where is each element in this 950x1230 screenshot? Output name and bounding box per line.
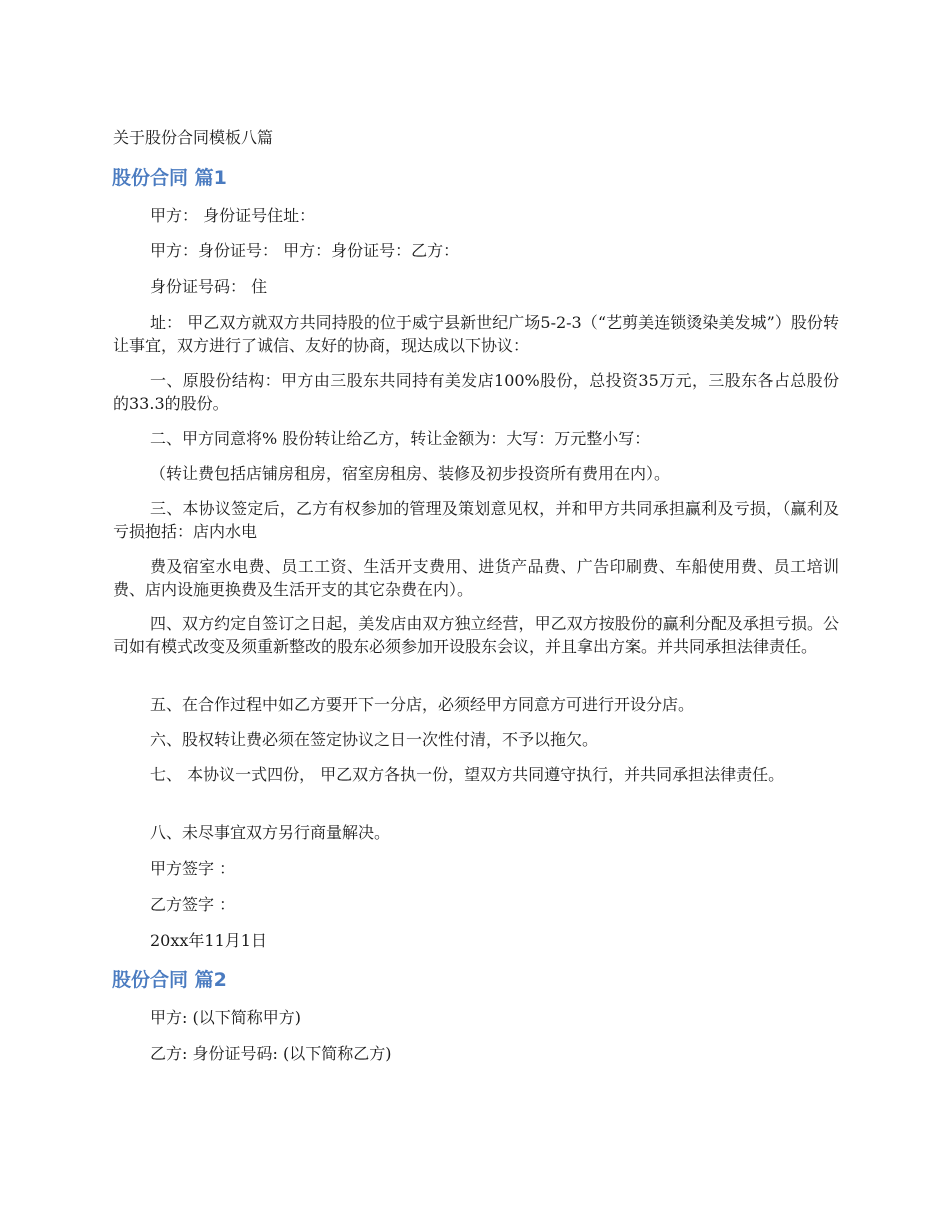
paragraph: 甲方： 身份证号住址：	[150, 206, 316, 225]
paragraph: 费及宿室水电费、员工工资、生活开支费用、进货产品费、广告印刷费、车船使用费、员工培训费、店内设施更换费及生活开支的其它杂费在内）。	[113, 557, 839, 599]
paragraph: 四、双方约定自签订之日起，美发店由双方独立经营，甲乙双方按股份的赢利分配及承担亏损。公司如有模式改变及须重新整改的股东必须参加开设股东会议，并且拿出方案。并共同承担法律责任。	[113, 614, 839, 656]
paragraph: 八、未尽事宜双方另行商量解决。	[150, 823, 391, 842]
paragraph: 甲方：身份证号： 甲方：身份证号：乙方：	[150, 241, 460, 260]
paragraph: 五、在合作过程中如乙方要开下一分店，必须经甲方同意方可进行开设分店。	[150, 695, 695, 714]
paragraph: 乙方: 身份证号码: (以下简称乙方)	[150, 1044, 392, 1063]
paragraph: 甲方: (以下简称甲方)	[150, 1008, 301, 1027]
signature-line-party-a: 甲方签字 ：	[150, 859, 236, 878]
paragraph: 三、本协议签定后，乙方有权参加的管理及策划意见权，并和甲方共同承担赢利及亏损，（赢利及亏损抱括：店内水电	[113, 499, 839, 541]
paragraph: （转让费包括店铺房租房，宿室房租房、装修及初步投资所有费用在内）。	[150, 464, 671, 483]
paragraph: 一、原股份结构：甲方由三股东共同持有美发店100%股份，总投资35万元，三股东各占总股份的33.3的股份。	[113, 371, 839, 413]
section-heading-1: 股份合同 篇1	[112, 167, 227, 189]
paragraph: 身份证号码： 住	[150, 277, 268, 296]
paragraph: 六、股权转让费必须在签定协议之日一次性付清，不予以拖欠。	[150, 730, 599, 749]
paragraph: 址： 甲乙双方就双方共同持股的位于威宁县新世纪广场5-2-3（“艺剪美连锁烫染美发城”）股份转让事宜，双方进行了诚信、友好的协商，现达成以下协议：	[113, 313, 839, 355]
paragraph: 二、甲方同意将% 股份转让给乙方，转让金额为：大写：万元整小写：	[150, 429, 651, 448]
document-title: 关于股份合同模板八篇	[113, 128, 274, 147]
paragraph: 七、 本协议一式四份， 甲乙双方各执一份，望双方共同遵守执行，并共同承担法律责任。	[150, 765, 785, 784]
signature-line-party-b: 乙方签字 ：	[150, 895, 236, 914]
date-line: 20xx年11月1日	[150, 931, 267, 950]
section-heading-2: 股份合同 篇2	[112, 969, 227, 991]
